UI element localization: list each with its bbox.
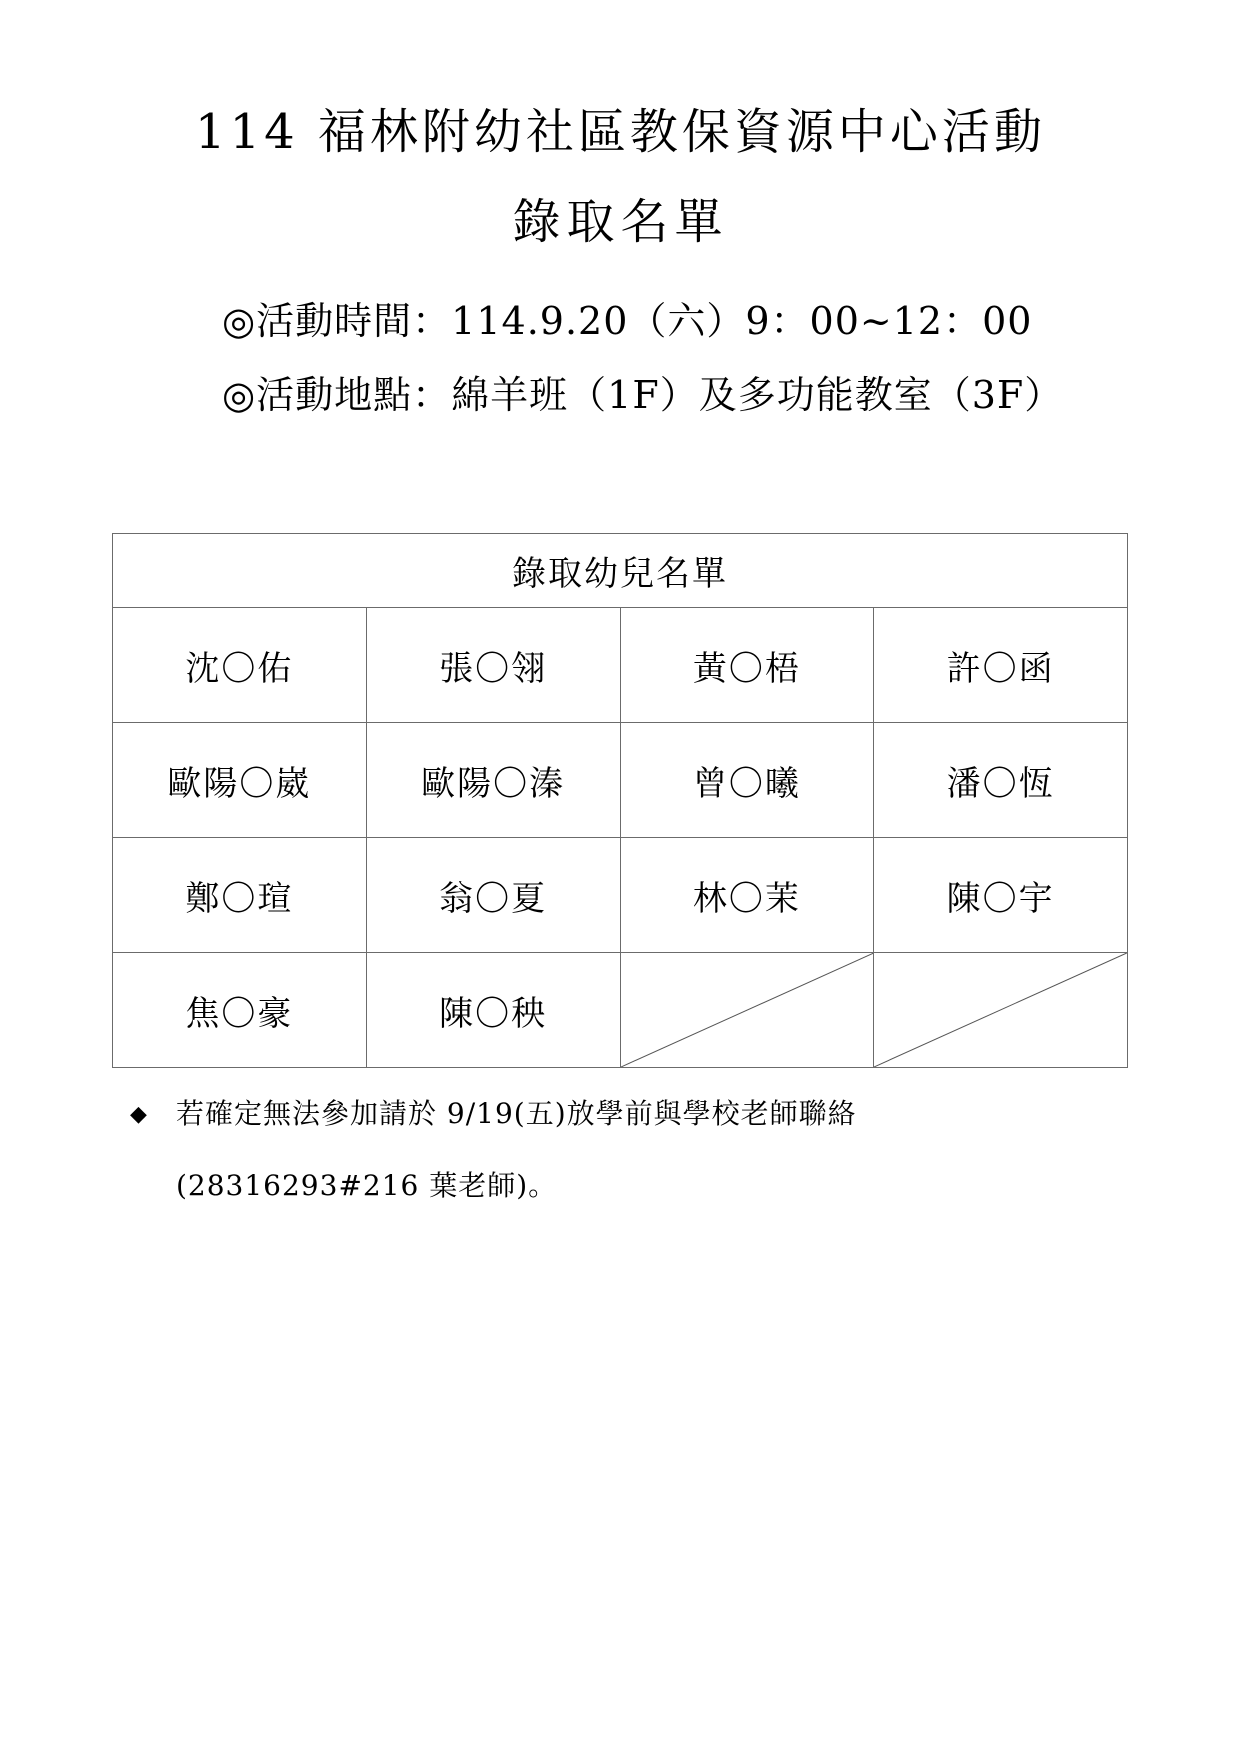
name-cell: 林〇茉 <box>620 838 874 953</box>
name-cell: 黃〇梧 <box>620 608 874 723</box>
contact-note-line1: 若確定無法參加請於 9/19(五)放學前與學校老師聯絡 <box>176 1097 857 1130</box>
table-row <box>113 953 1128 1068</box>
empty-cell-slashed <box>874 953 1128 1068</box>
document-subtitle: 錄取名單 <box>512 194 729 250</box>
name-cell: 曾〇曦 <box>620 723 874 838</box>
activity-place: ◎活動地點：綿羊班（1F）及多功能教室（3F） <box>222 373 1064 417</box>
name-cell: 許〇函 <box>874 608 1128 723</box>
name-cell: 鄭〇瑄 <box>113 838 367 953</box>
diagonal-slash-line <box>874 953 1127 1067</box>
document-title: 114 福林附幼社區教保資源中心活動 <box>195 104 1046 160</box>
name-cell: 歐陽〇崴 <box>113 723 367 838</box>
table-row <box>113 723 1128 838</box>
name-cell: 陳〇秧 <box>366 953 620 1068</box>
diamond-bullet-icon: ◆ <box>130 1102 148 1127</box>
admitted-children-table <box>112 533 1128 1068</box>
name-cell: 陳〇宇 <box>874 838 1128 953</box>
table-heading: 錄取幼兒名單 <box>113 534 1128 608</box>
name-cell: 焦〇豪 <box>113 953 367 1068</box>
table-row <box>113 838 1128 953</box>
name-cell: 歐陽〇溱 <box>366 723 620 838</box>
activity-time: ◎活動時間：114.9.20（六）9：00~12：00 <box>222 299 1033 343</box>
name-cell: 張〇翎 <box>366 608 620 723</box>
empty-cell-slashed <box>620 953 874 1068</box>
table-row <box>113 608 1128 723</box>
name-cell: 翁〇夏 <box>366 838 620 953</box>
name-cell: 潘〇恆 <box>874 723 1128 838</box>
contact-note <box>130 1097 857 1130</box>
name-cell: 沈〇佑 <box>113 608 367 723</box>
diagonal-slash-line <box>621 953 874 1067</box>
contact-note-line2: (28316293#216 葉老師)。 <box>176 1169 558 1202</box>
